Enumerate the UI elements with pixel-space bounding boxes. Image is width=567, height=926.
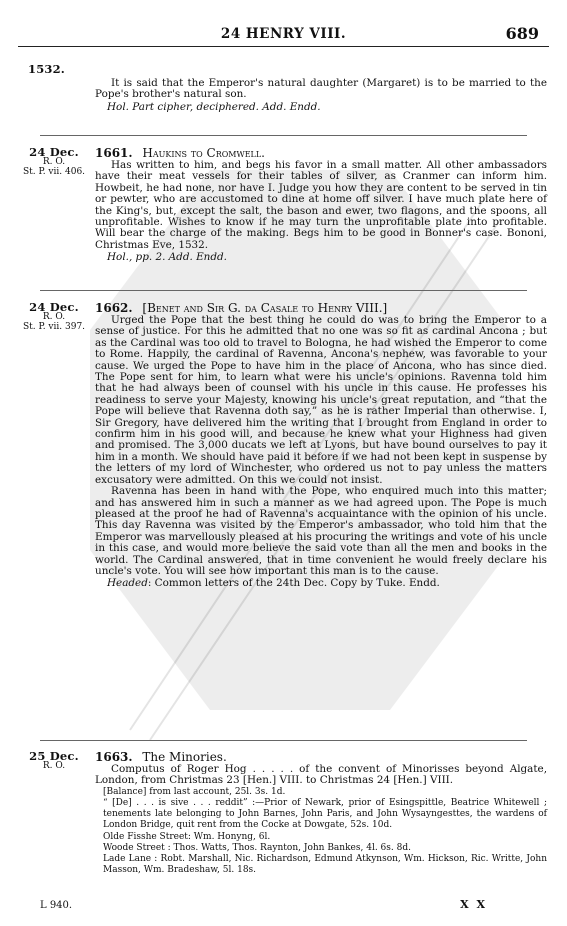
entry-paragraph xyxy=(95,78,547,101)
entry-paragraph xyxy=(95,315,547,486)
entry-endnote: Hol. Part cipher, deciphered. Add. Endd. xyxy=(107,100,321,113)
account-line: Olde Fisshe Street: Wm. Honyng, 6l. xyxy=(103,831,271,842)
paragraph-text: Ravenna has been in hand with the Pope, who enquired much into this matter; and has answered him in such a manner as we had agreed upon. The Pope is much pleased at the proof he had of Ravenna's acquaintance with the opinion of his uncle. This day Ravenna was visited by the Emperor's ambassador, who told him that the Emperor was marvellously pleased at his procuring the writings and vote of his uncle in this case, and would more believe the said vote than all the men and books in the world. The Cardinal answered, that in time convenient he would freely declare his uncle's vote. You will see how important this man is to the cause. xyxy=(95,485,547,577)
entry-heading xyxy=(95,301,547,315)
account-line: “ [De] . . . is sive . . . reddit” :—Prior of Newark, prior of Esingspittle, Beatrice Whitewell ; tenements late belonging to John Barnes, John Paris, and John Wysayngesttes, the wardens of London Bridge, quit rent from the Cocke at Dowgate, 52s. 10d. xyxy=(103,798,547,831)
entry-1662 xyxy=(95,301,547,590)
paragraph-text: Has written to him, and begs his favor in a small matter. All other ambassadors have their meat vessels for their tables of silver, as Cranmer can inform him. Howbeit, he had none, nor have I. Judge you how they are content to be served in tin or pewter, who are accustomed to dine at home off silver. I have much plate here of the King's, but, except the salt, the bason and ewer, two flagons, and the spoons, all unprofitable. Wishes to know if he may turn the unprofitable plate into profitable. Will bear the charge of the making. Begs him to be good in Bonner's case. Bononi, Christmas Eve, 1532. xyxy=(95,159,547,251)
margin-reference: St. P. vii. 397. xyxy=(22,322,86,332)
margin-reference: St. P. vii. 406. xyxy=(22,167,86,177)
entry-title: Haukins to Cromwell. xyxy=(142,146,265,160)
account-line: Lade Lane : Robt. Marshall, Nic. Richardson, Edmund Atkynson, Wm. Hickson, Ric. Writte, John Masson, Wm. Bradeshaw, 5l. 18s. xyxy=(103,854,547,876)
entry-1663 xyxy=(95,750,547,876)
margin-1661 xyxy=(14,147,94,177)
paragraph-text: Computus of Roger Hog . . . . . of the convent of Minorisses beyond Algate, London, from Christmas 23 [Hen.] VIII. to Christmas 24 [Hen.] VIII. xyxy=(95,763,547,787)
endnote-label: Headed xyxy=(107,577,148,590)
entry-number: 1661. xyxy=(95,146,133,160)
signature-mark: L 940. xyxy=(40,900,73,911)
entry-paragraph xyxy=(95,764,547,787)
margin-date: 24 Dec. xyxy=(29,300,79,314)
margin-date: 25 Dec. xyxy=(29,749,79,763)
entry-1661 xyxy=(95,146,547,264)
header-rule xyxy=(18,46,549,47)
entry-title: The Minories. xyxy=(142,750,227,764)
page-number: 689 xyxy=(505,24,539,43)
entry-1532 xyxy=(95,78,547,114)
entry-title: [Benet and Sir G. da Casale to Henry VIII.] xyxy=(142,301,388,315)
margin-date: 24 Dec. xyxy=(29,145,79,159)
entry-endnote: Hol., pp. 2. Add. Endd. xyxy=(107,251,227,264)
gathering-mark: X X xyxy=(460,898,487,911)
margin-year xyxy=(28,64,108,74)
margin-source: R. O. xyxy=(42,312,66,322)
running-header xyxy=(0,20,567,44)
entry-divider xyxy=(40,135,527,136)
entry-divider xyxy=(40,740,527,741)
page-footer xyxy=(0,898,567,916)
margin-date: 1532. xyxy=(28,62,66,76)
account-line: [Balance] from last account, 25l. 3s. 1d. xyxy=(103,786,286,797)
entry-paragraph xyxy=(95,160,547,251)
account-line: Woode Street : Thos. Watts, Thos. Raynton, John Bankes, 4l. 6s. 8d. xyxy=(103,842,411,853)
endnote-text: : Common letters of the 24th Dec. Copy by Tuke. Endd. xyxy=(147,577,440,590)
margin-1662 xyxy=(14,302,94,332)
entry-heading xyxy=(95,146,547,160)
paragraph-text: It is said that the Emperor's natural daughter (Margaret) is to be married to the Pope's brother's natural son. xyxy=(95,77,547,101)
entry-heading xyxy=(95,750,547,764)
entry-paragraph xyxy=(95,486,547,577)
entry-number: 1662. xyxy=(95,301,133,315)
entry-divider xyxy=(40,290,527,291)
entry-endnote xyxy=(95,577,547,590)
margin-source: R. O. xyxy=(42,157,66,167)
entry-number: 1663. xyxy=(95,750,133,764)
margin-source: R. O. xyxy=(42,761,66,771)
running-title: 24 HENRY VIII. xyxy=(220,26,347,42)
paragraph-text: Urged the Pope that the best thing he could do was to bring the Emperor to a sense of justice. For this he admitted that no one was so fit as cardinal Ancona ; but as the Cardinal was too old to travel to Bologna, he had wished the Emperor to come to Rome. Happily, the cardinal of Ravenna, Ancona's nephew, was favorable to your cause. We urged the Pope to have him in the place of Ancona, who has since died. The Pope sent for him, to learn what were his uncle's opinions. Ravenna told him that he had always been of counsel with his uncle in this cause. He professes his readiness to serve your Majesty, knowing his uncle's great reputation, and “that the Pope will believe that Ravenna doth say,” as he is rather Imperial than otherwise. I, Sir Gregory, have delivered him the writing that I brought from England in order to confirm him in his good will, and because he knew what your Highness had given and promised. The 3,000 ducats we left at Lyons, but have bound ourselves to pay it him in a month. We should have paid it before if we had not been kept in suspense by the letters of my lord of Winchester, who ordered us not to pay unless the matters excusatory were admitted. On this we could not insist. xyxy=(95,314,547,486)
margin-1663 xyxy=(14,751,94,771)
